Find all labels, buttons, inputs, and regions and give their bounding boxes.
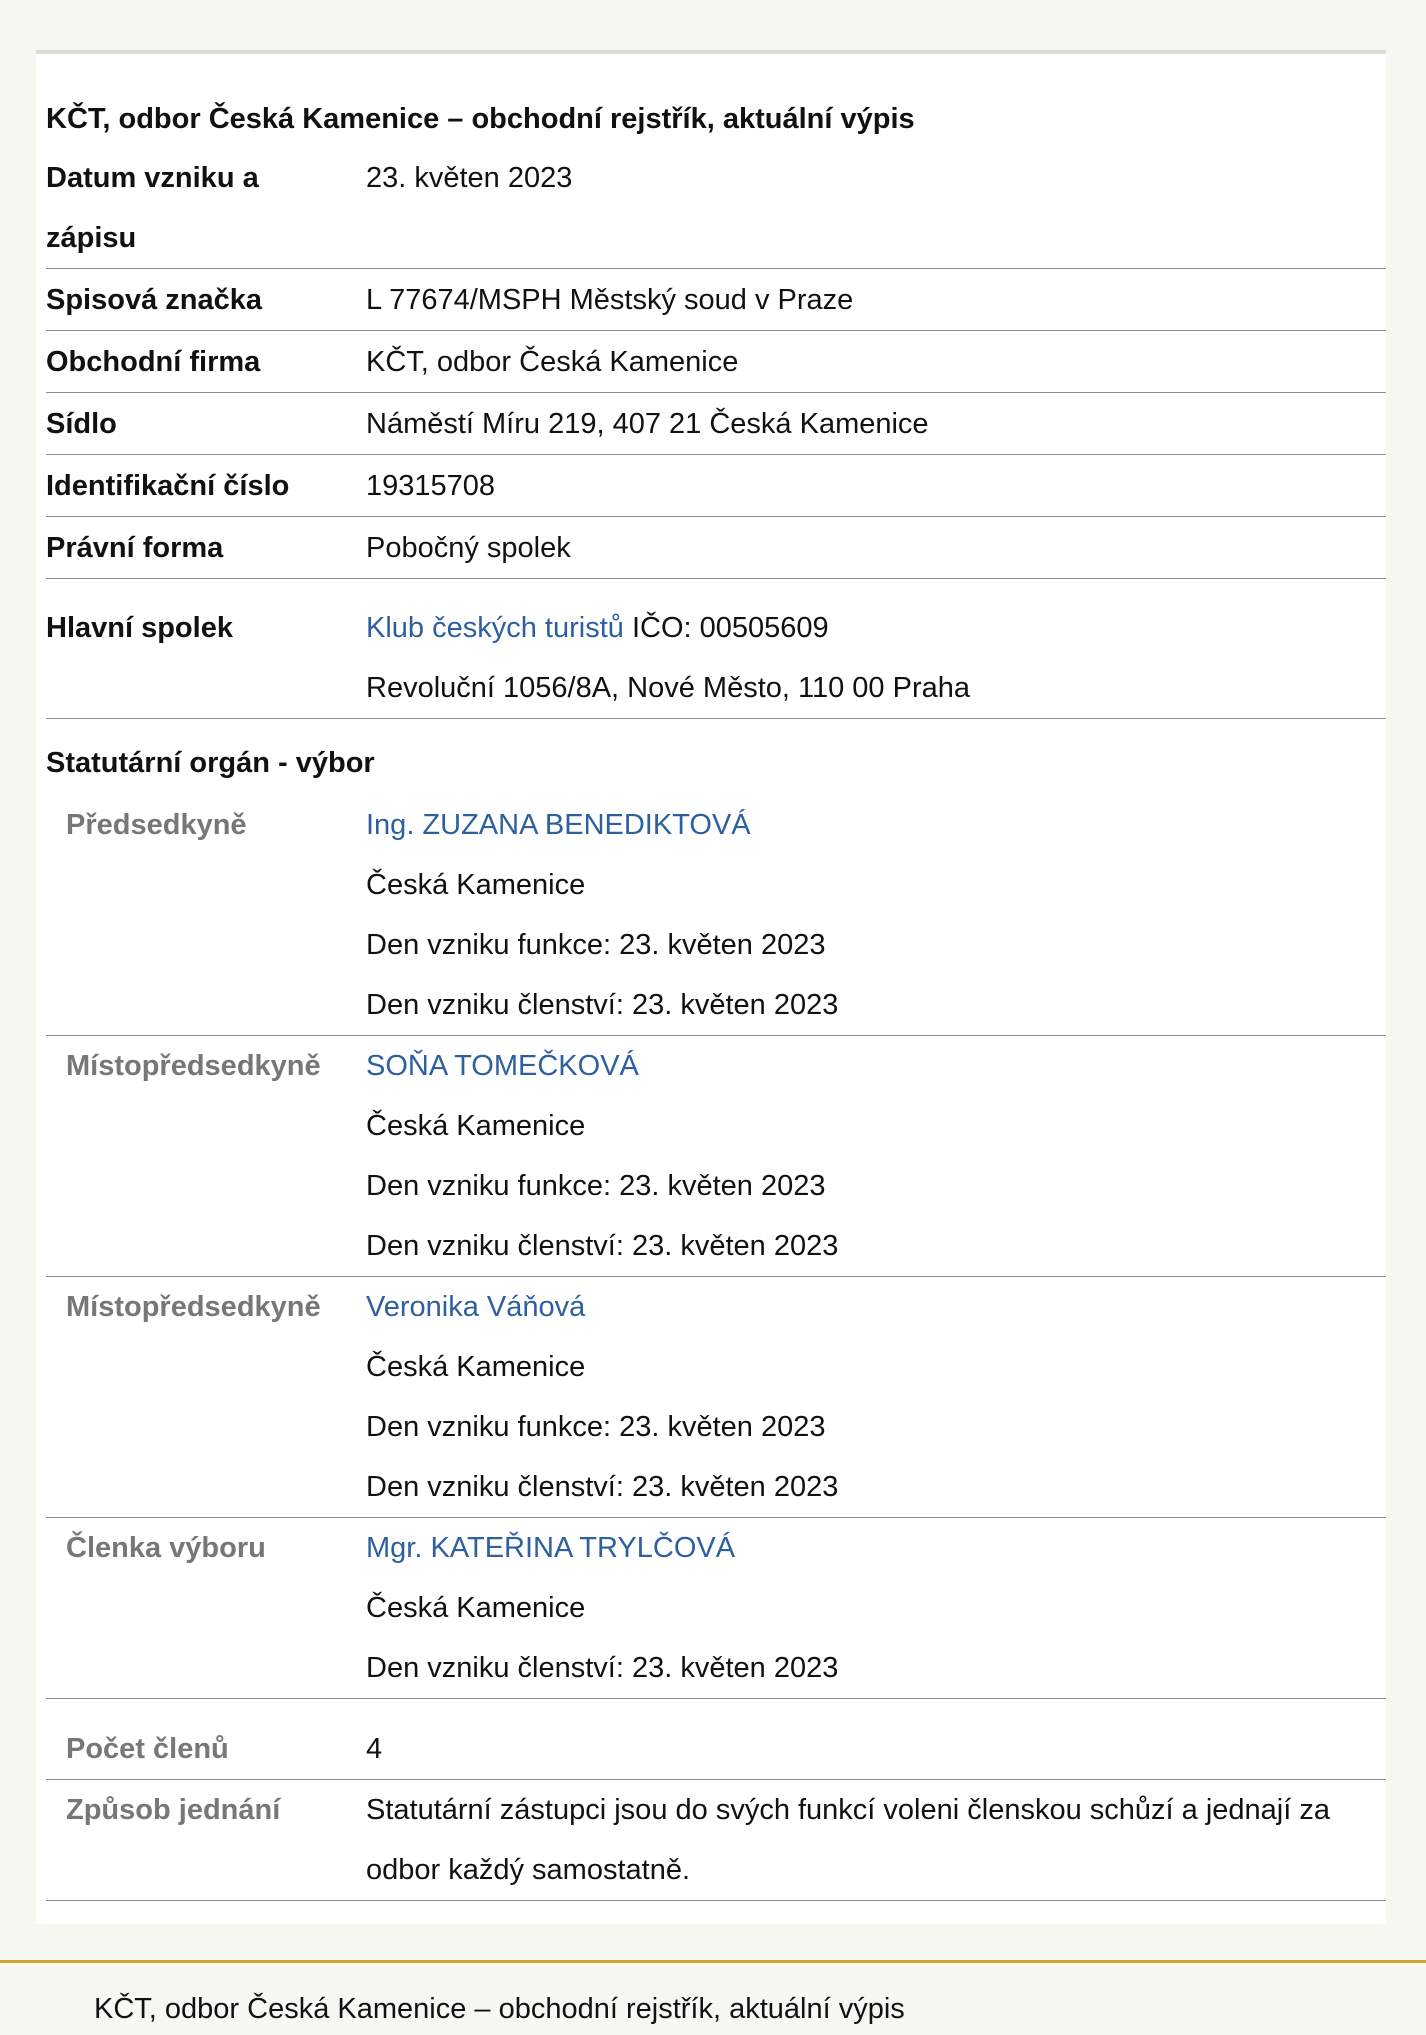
row-pravni-forma — [46, 517, 1386, 579]
row-datum-vzniku — [46, 147, 1386, 269]
label-obchodni-firma: Obchodní firma — [46, 346, 261, 378]
member-name-link[interactable]: SOŇA TOMEČKOVÁ — [366, 1050, 639, 1082]
member-details — [366, 1518, 1386, 1698]
member-role: Místopředsedkyně — [66, 1291, 321, 1323]
member-city: Česká Kamenice — [366, 1110, 586, 1142]
label-datum-line2: zápisu — [46, 222, 137, 254]
member-row — [46, 1036, 1386, 1277]
member-clenstvi: Den vzniku členství: 23. květen 2023 — [366, 1471, 839, 1503]
member-name-link[interactable]: Mgr. KATEŘINA TRYLČOVÁ — [366, 1532, 736, 1564]
page-footer — [0, 1960, 1426, 2035]
value-sidlo: Náměstí Míru 219, 407 21 Česká Kamenice — [366, 408, 929, 440]
label-datum-vzniku — [46, 147, 366, 268]
register-extract-content — [46, 99, 1386, 1901]
member-clenstvi: Den vzniku členství: 23. květen 2023 — [366, 1230, 839, 1262]
member-details — [366, 1036, 1386, 1276]
zpusob-jednani-line2: odbor každý samostatně. — [366, 1854, 691, 1886]
value-spisova-znacka: L 77674/MSPH Městský soud v Praze — [366, 284, 854, 316]
page-title: KČT, odbor Česká Kamenice – obchodní rejstřík, aktuální výpis — [46, 103, 915, 135]
footer-text: KČT, odbor Česká Kamenice – obchodní rejstřík, aktuální výpis — [94, 1993, 905, 2025]
row-pocet-clenu — [46, 1699, 1386, 1780]
label-pocet-clenu: Počet členů — [66, 1733, 229, 1765]
member-name-link[interactable]: Ing. ZUZANA BENEDIKTOVÁ — [366, 809, 751, 841]
row-identifikacni-cislo — [46, 455, 1386, 517]
value-obchodni-firma: KČT, odbor Česká Kamenice — [366, 346, 739, 378]
member-role: Předsedkyně — [66, 809, 247, 841]
hlavni-spolek-ico: IČO: 00505609 — [623, 612, 829, 644]
hlavni-spolek-link[interactable]: Klub českých turistů — [366, 612, 624, 644]
register-extract-card — [36, 50, 1386, 1924]
value-identifikacni-cislo: 19315708 — [366, 470, 496, 502]
value-pravni-forma: Pobočný spolek — [366, 532, 571, 564]
member-role: Členka výboru — [66, 1532, 266, 1564]
member-funkce: Den vzniku funkce: 23. květen 2023 — [366, 929, 826, 961]
member-details — [366, 795, 1386, 1035]
label-zpusob-jednani: Způsob jednání — [66, 1794, 281, 1826]
statutory-heading: Statutární orgán - výbor — [46, 747, 375, 779]
label-spisova-znacka: Spisová značka — [46, 284, 262, 316]
member-city: Česká Kamenice — [366, 1351, 586, 1383]
row-spisova-znacka — [46, 269, 1386, 331]
label-sidlo: Sídlo — [46, 408, 117, 440]
zpusob-jednani-line1: Statutární zástupci jsou do svých funkcí voleni členskou schůzí a jednají za — [366, 1794, 1330, 1826]
row-sidlo — [46, 393, 1386, 455]
member-city: Česká Kamenice — [366, 1592, 586, 1624]
label-datum-line1: Datum vzniku a — [46, 162, 259, 194]
value-zpusob-jednani — [366, 1780, 1386, 1900]
label-pravni-forma: Právní forma — [46, 532, 224, 564]
label-hlavni-spolek: Hlavní spolek — [46, 612, 233, 644]
value-hlavni-spolek — [366, 597, 1386, 718]
member-funkce: Den vzniku funkce: 23. květen 2023 — [366, 1170, 826, 1202]
member-city: Česká Kamenice — [366, 869, 586, 901]
value-datum-vzniku: 23. květen 2023 — [366, 162, 573, 194]
member-name-link[interactable]: Veronika Váňová — [366, 1291, 586, 1323]
hlavni-spolek-address: Revoluční 1056/8A, Nové Město, 110 00 Praha — [366, 672, 971, 704]
member-funkce: Den vzniku funkce: 23. květen 2023 — [366, 1411, 826, 1443]
member-row — [46, 1518, 1386, 1699]
member-row — [46, 795, 1386, 1036]
member-row — [46, 1277, 1386, 1518]
member-role: Místopředsedkyně — [66, 1050, 321, 1082]
row-zpusob-jednani — [46, 1780, 1386, 1901]
member-clenstvi: Den vzniku členství: 23. květen 2023 — [366, 1652, 839, 1684]
hlavni-spolek-line1 — [366, 598, 1386, 658]
value-pocet-clenu: 4 — [366, 1733, 383, 1765]
row-hlavni-spolek — [46, 579, 1386, 719]
label-identifikacni-cislo: Identifikační číslo — [46, 470, 290, 502]
row-obchodni-firma — [46, 331, 1386, 393]
member-clenstvi: Den vzniku členství: 23. květen 2023 — [366, 989, 839, 1021]
member-details — [366, 1277, 1386, 1517]
